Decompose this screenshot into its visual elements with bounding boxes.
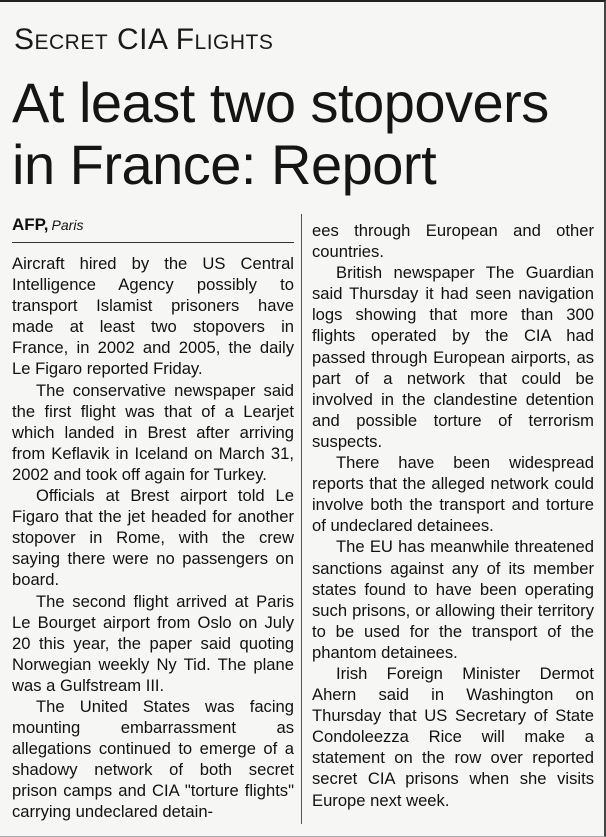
column-divider: [301, 214, 302, 824]
article-column-right: [312, 220, 594, 811]
article-column-left: [12, 214, 294, 823]
paragraph: Aircraft hired by the US Central Intelligence Agency possibly to transport Islamist prisoners have made at least two stopovers in France, in 2002 and 2005, the daily Le Figaro reported Friday.: [12, 254, 294, 379]
paragraph: Officials at Brest airport told Le Figaro that the jet headed for another stopover in Rome, with the crew saying there were no passengers on board.: [12, 486, 294, 590]
paragraph: British newspaper The Guardian said Thursday it had seen navigation logs showing that more than 300 flights operated by the CIA had passed through European airports, as part of a network that could be involved in the clandestine detention and possible torture of terrorism suspects.: [312, 263, 594, 451]
byline: [12, 214, 294, 243]
paragraph: The second flight arrived at Paris Le Bourget airport from Oslo on July 20 this year, the paper said quoting Norwegian weekly Ny Tid. The plane was a Gulfstream III.: [12, 591, 294, 695]
byline-place: Paris: [51, 217, 84, 233]
headline: At least two stopovers in France: Report: [12, 71, 549, 196]
paragraph: The United States was facing mounting embarrassment as allegations continued to emerge of a shadowy network of both secret prison camps and CIA "torture flights" carrying undeclared detain-: [12, 696, 294, 822]
section-kicker: Secret CIA Flights: [14, 23, 274, 56]
paragraph: The conservative newspaper said the first flight was that of a Learjet which landed in Brest after arriving from Keflavik in Iceland on March 31, 2002 and took off again for Turkey.: [12, 380, 294, 484]
paragraph: There have been widespread reports that the alleged network could involve both the transport and torture of undeclared detainees.: [312, 453, 594, 536]
paragraph: The EU has meanwhile threatened sanctions against any of its member states found to have been operating such prisons, or allowing their territory to be used for the transport of the phantom detainees.: [312, 537, 594, 662]
paragraph-continuation: ees through European and other countries.: [312, 221, 594, 262]
paragraph: Irish Foreign Minister Dermot Ahern said in Washington on Thursday that US Secretary of State Condoleezza Rice will make a statement on the row over reported secret CIA prisons when she visits Europe next week.: [312, 663, 594, 810]
byline-agency: AFP,: [12, 215, 49, 234]
